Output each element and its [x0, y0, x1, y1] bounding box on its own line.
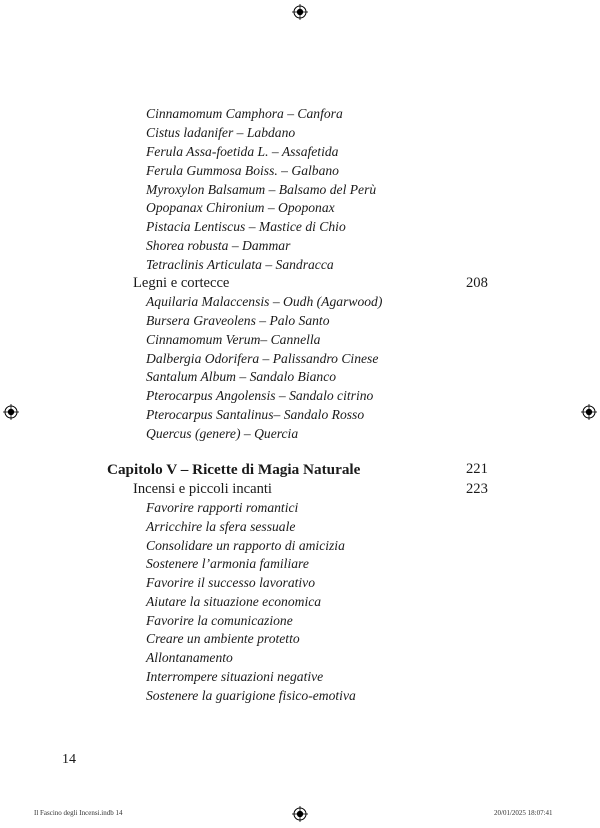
toc-entry: Interrompere situazioni negative — [146, 669, 324, 684]
toc-entry: Myroxylon Balsamum – Balsamo del Perù — [146, 182, 377, 197]
registration-mark-left-icon — [3, 404, 19, 420]
toc-entry: Quercus (genere) – Quercia — [146, 426, 299, 441]
toc-entry: Cinnamomum Camphora – Canfora — [146, 106, 343, 121]
toc-entry: Sostenere l’armonia familiare — [146, 556, 309, 571]
toc-entry: Arricchire la sfera sessuale — [146, 519, 296, 534]
toc-entry: Cistus ladanifer – Labdano — [146, 125, 296, 140]
toc-entry: Pterocarpus Santalinus– Sandalo Rosso — [146, 407, 365, 422]
toc-section-incense: Incensi e piccoli incanti — [133, 481, 272, 497]
toc-entry: Allontanamento — [146, 650, 233, 665]
toc-entry: Santalum Album – Sandalo Bianco — [146, 369, 337, 384]
registration-mark-bottom-icon — [292, 806, 308, 822]
page-number: 14 — [62, 752, 76, 767]
toc-page-number: 208 — [466, 275, 488, 291]
toc-entry: Dalbergia Odorifera – Palissandro Cinese — [146, 351, 379, 366]
toc-entry: Ferula Gummosa Boiss. – Galbano — [146, 163, 339, 178]
toc-chapter-title: Capitolo V – Ricette di Magia Naturale — [107, 461, 361, 478]
toc-entry: Pterocarpus Angolensis – Sandalo citrino — [146, 388, 374, 403]
slug-datetime: 20/01/2025 18:07:41 — [494, 809, 553, 817]
toc-entry: Favorire la comunicazione — [146, 613, 293, 628]
toc-page-number: 223 — [466, 481, 488, 497]
toc-entry: Pistacia Lentiscus – Mastice di Chio — [146, 219, 346, 234]
toc-entry: Favorire rapporti romantici — [146, 500, 299, 515]
toc-entry: Cinnamomum Verum– Cannella — [146, 332, 321, 347]
toc-entry: Sostenere la guarigione fisico-emotiva — [146, 688, 356, 703]
toc-entry: Tetraclinis Articulata – Sandracca — [146, 257, 334, 272]
toc-entry: Ferula Assa-foetida L. – Assafetida — [146, 144, 339, 159]
toc-entry: Favorire il successo lavorativo — [146, 575, 316, 590]
registration-mark-top-icon — [292, 4, 308, 20]
toc-entry: Opopanax Chironium – Opoponax — [146, 200, 335, 215]
toc-entry: Creare un ambiente protetto — [146, 631, 300, 646]
toc-entry: Bursera Graveolens – Palo Santo — [146, 313, 330, 328]
toc-entry: Aquilaria Malaccensis – Oudh (Agarwood) — [146, 294, 383, 309]
toc-page-number: 221 — [466, 461, 488, 477]
registration-mark-right-icon — [581, 404, 597, 420]
toc-entry: Shorea robusta – Dammar — [146, 238, 291, 253]
toc-section-woods: Legni e cortecce — [133, 275, 230, 291]
toc-entry: Consolidare un rapporto di amicizia — [146, 538, 345, 553]
slug-file-name: Il Fascino degli Incensi.indb 14 — [34, 809, 123, 817]
toc-entry: Aiutare la situazione economica — [146, 594, 322, 609]
